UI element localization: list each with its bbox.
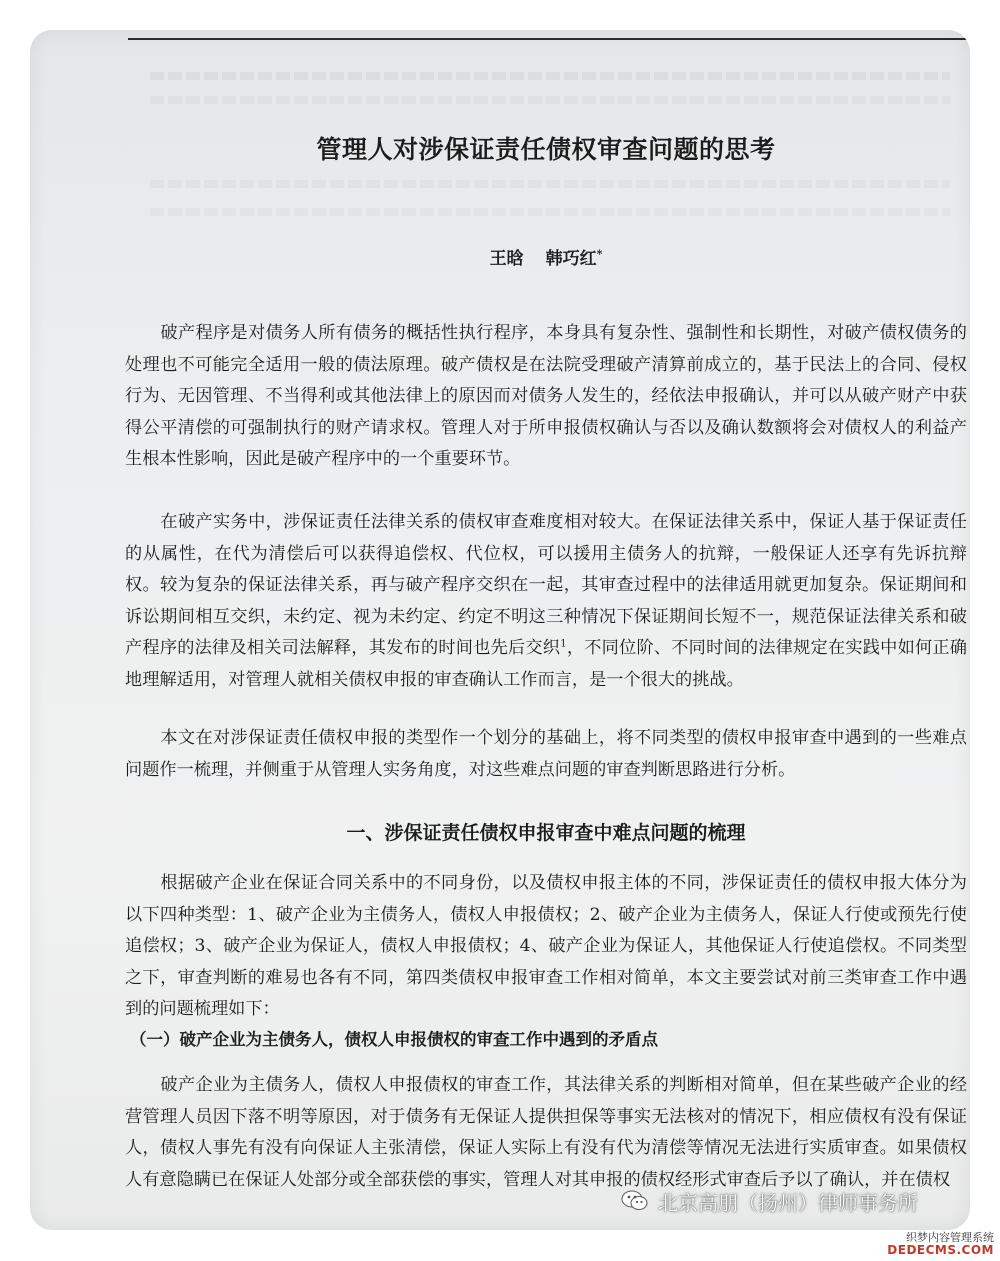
bleed-through-texture (150, 208, 950, 216)
section-heading: 一、涉保证责任债权申报审查中难点问题的梳理 (346, 822, 746, 844)
paragraph: 根据破产企业在保证合同关系中的不同身份，以及债权申报主体的不同，涉保证责任的债权申报大体分为以下四种类型：1、破产企业为主债务人，债权人申报债权；2、破产企业为主债务人，保证人行使或预先行使追偿权；3、破产企业为保证人，债权人申报债权；4、破产企业为保证人，其他保证人行使追偿权。不同类型之下，审查判断的难易也各有不同，第四类债权申报审查工作相对简单，本文主要尝试对前三类审查工作中遇到的问题梳理如下： (125, 873, 967, 1020)
site-watermark (887, 1232, 994, 1257)
account-watermark (620, 1178, 918, 1224)
author-name: 王晗 (489, 249, 524, 269)
wechat-icon (620, 1186, 650, 1216)
book-page (30, 30, 970, 1230)
author-footnote-mark: * (596, 247, 603, 261)
paragraph: 在破产实务中，涉保证责任法律关系的债权审查难度相对较大。在保证法律关系中，保证人基于保证责任的从属性，在代为清偿后可以获得追偿权、代位权，可以援用主债务人的抗辩，一般保证人还享有先诉抗辩权。较为复杂的保证法律关系，再与破产程序交织在一起，其审查过程中的法律适用就更加复杂。保证期间和诉讼期间相互交织，未约定、视为未约定、约定不明这三种情况下保证期间长短不一，规范保证法律关系和破产程序的法律及相关司法解释，其发布的时间也先后交织$^1$，不同位阶、不同时间的法律规定在实践中如何正确地理解适用，对管理人就相关债权申报的审查确认工作而言，是一个很大的挑战。 (125, 512, 967, 690)
author-name: 韩巧红 (545, 249, 597, 269)
site-watermark-cn: 织梦内容管理系统 (906, 1230, 994, 1244)
paragraph: 本文在对涉保证责任债权申报的类型作一个划分的基础上，将不同类型的债权申报审查中遇到的一些难点问题作一梳理，并侧重于从管理人实务角度，对这些难点问题的审查判断思路进行分析。 (125, 728, 967, 780)
author-line (125, 244, 967, 269)
site-watermark-en: DEDECMS.COM (887, 1242, 994, 1257)
watermark-text: 北京高朋（扬州）律师事务所 (658, 1190, 918, 1215)
subsection-heading: （一）破产企业为主债务人，债权人申报债权的审查工作中遇到的矛盾点 (130, 1030, 658, 1049)
paragraph: 破产企业为主债务人，债权人申报债权的审查工作，其法律关系的判断相对简单，但在某些破产企业的经营管理人员因下落不明等原因，对于债务有无保证人提供担保等事实无法核对的情况下，相应债权有没有保证人，债权人事先有没有向保证人主张清偿，保证人实际上有没有代为清偿等情况无法进行实质审查。如果债权人有意隐瞒已在保证人处部分或全部获偿的事实，管理人对其申报的债权经形式审查后予以了确认，并在债权 (125, 1075, 967, 1190)
bleed-through-texture (150, 72, 950, 80)
paragraph: 破产程序是对债务人所有债务的概括性执行程序，本身具有复杂性、强制性和长期性，对破产债权债务的处理也不可能完全适用一般的债法原理。破产债权是在法院受理破产清算前成立的，基于民法上的合同、侵权行为、无因管理、不当得利或其他法律上的原因而对债务人发生的，经依法申报确认，并可以从破产财产中获得公平清偿的可强制执行的财产请求权。管理人对于所申报债权确认与否以及确认数额将会对债权人的利益产生根本性影响，因此是破产程序中的一个重要环节。 (125, 323, 967, 470)
document-title: 管理人对涉保证责任债权审查问题的思考 (316, 135, 776, 164)
bleed-through-texture (150, 180, 950, 188)
footnote-ref[interactable]: 1 (560, 638, 567, 650)
bleed-through-texture (150, 96, 950, 104)
header-rule (128, 38, 970, 40)
